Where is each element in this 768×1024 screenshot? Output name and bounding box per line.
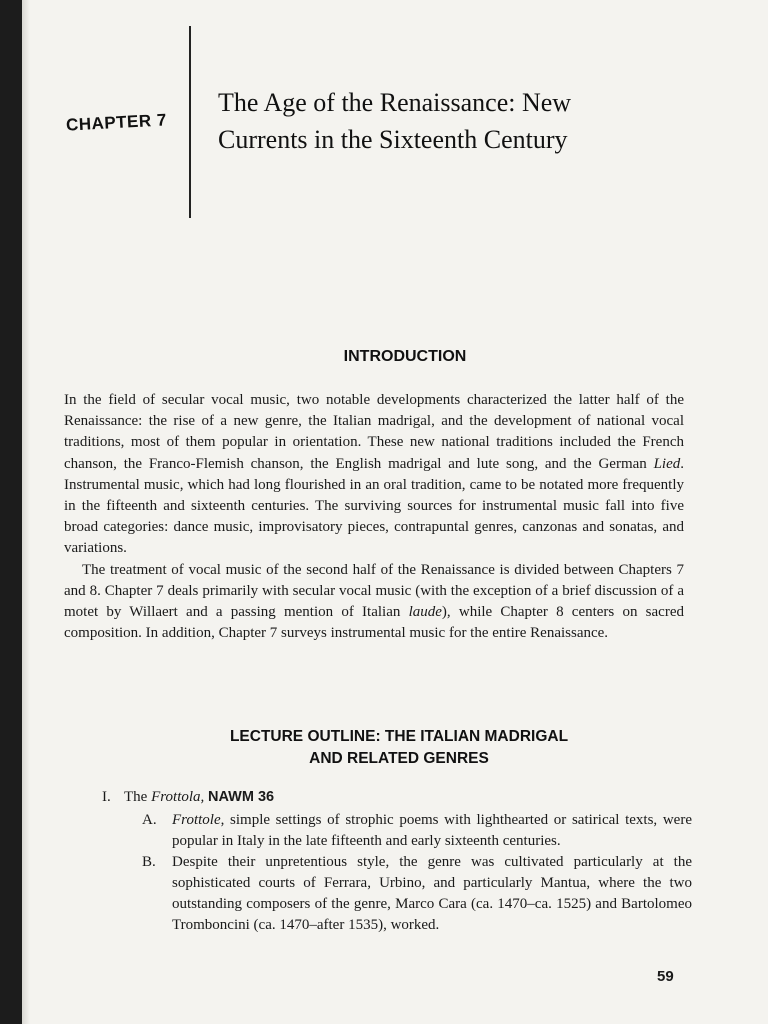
chapter-title-line-1: The Age of the Renaissance: New xyxy=(218,88,572,117)
lecture-heading-line-1: LECTURE OUTLINE: THE ITALIAN MADRIGAL xyxy=(229,728,569,745)
text-run: The treatment of vocal music of the second half of the Renaissance is divided between Chapters 7 and 8. Chapter 7 deals primarily with secular vocal music (with the exception of a brief discussion of a motet by Willaert and a passing mention of Italian xyxy=(64,561,684,621)
introduction-body xyxy=(64,390,684,644)
italic-term: Frottola, xyxy=(151,789,205,805)
outline-number: I. xyxy=(102,789,111,805)
outline-item-b xyxy=(142,852,692,936)
text-run: Despite their unpretentious style, the genre was cultivated particularly at the sophisticated courts of Ferrara, Urbino, and particularly Mantua, where the two outstanding composers of the genre, Marco Cara (ca. 1470–ca. 1525) and Bartolomeo Tromboncini (ca. 1470–after 1535), worked. xyxy=(172,854,692,933)
italic-term: laude xyxy=(408,604,442,621)
italic-term: Frottole xyxy=(172,812,221,828)
introduction-paragraph-2 xyxy=(64,560,684,645)
book-page xyxy=(22,0,768,1024)
chapter-divider xyxy=(189,26,191,218)
lecture-outline xyxy=(102,787,692,936)
text-run: . Instrumental music, which had long flourished in an oral tradition, came to be notated more frequently in the fifteenth and sixteenth centuries. The surviving sources for instrumental music fall into five broad categories: dance music, improvisatory pieces, contrapuntal genres, canzonas and sonatas, and variations. xyxy=(64,455,684,557)
lecture-outline-heading xyxy=(26,726,768,770)
lecture-heading-line-2: AND RELATED GENRES xyxy=(309,750,489,767)
italic-term: Lied xyxy=(653,455,681,472)
text-run: , simple settings of strophic poems with lighthearted or satirical texts, were popular in Italy in the late fifteenth and early sixteenth centuries. xyxy=(172,812,692,849)
outline-item-a xyxy=(142,810,692,852)
outline-item-1 xyxy=(102,787,692,808)
chapter-title-line-2: Currents in the Sixteenth Century xyxy=(218,125,568,154)
outline-letter: B. xyxy=(142,854,156,870)
anthology-reference: NAWM 36 xyxy=(208,789,275,805)
text-run: The xyxy=(124,789,152,805)
page-gutter xyxy=(22,0,30,1024)
outline-letter: A. xyxy=(142,812,157,828)
page-number: 59 xyxy=(657,968,674,985)
text-run: ), while Chapter 8 centers on sacred composition. In addition, Chapter 7 surveys instrumental music for the entire Renaissance. xyxy=(64,604,684,642)
text-run: In the field of secular vocal music, two notable developments characterized the latter half of the Renaissance: the rise of a new genre, the Italian madrigal, and the development of national vocal traditions, most of them popular in orientation. These new national traditions included the French chanson, the Franco-Flemish chanson, the English madrigal and lute song, and the German xyxy=(64,392,684,472)
introduction-paragraph-1 xyxy=(64,390,684,560)
introduction-heading: INTRODUCTION xyxy=(343,348,467,365)
chapter-title xyxy=(218,84,688,158)
chapter-label: CHAPTER 7 xyxy=(65,110,168,135)
